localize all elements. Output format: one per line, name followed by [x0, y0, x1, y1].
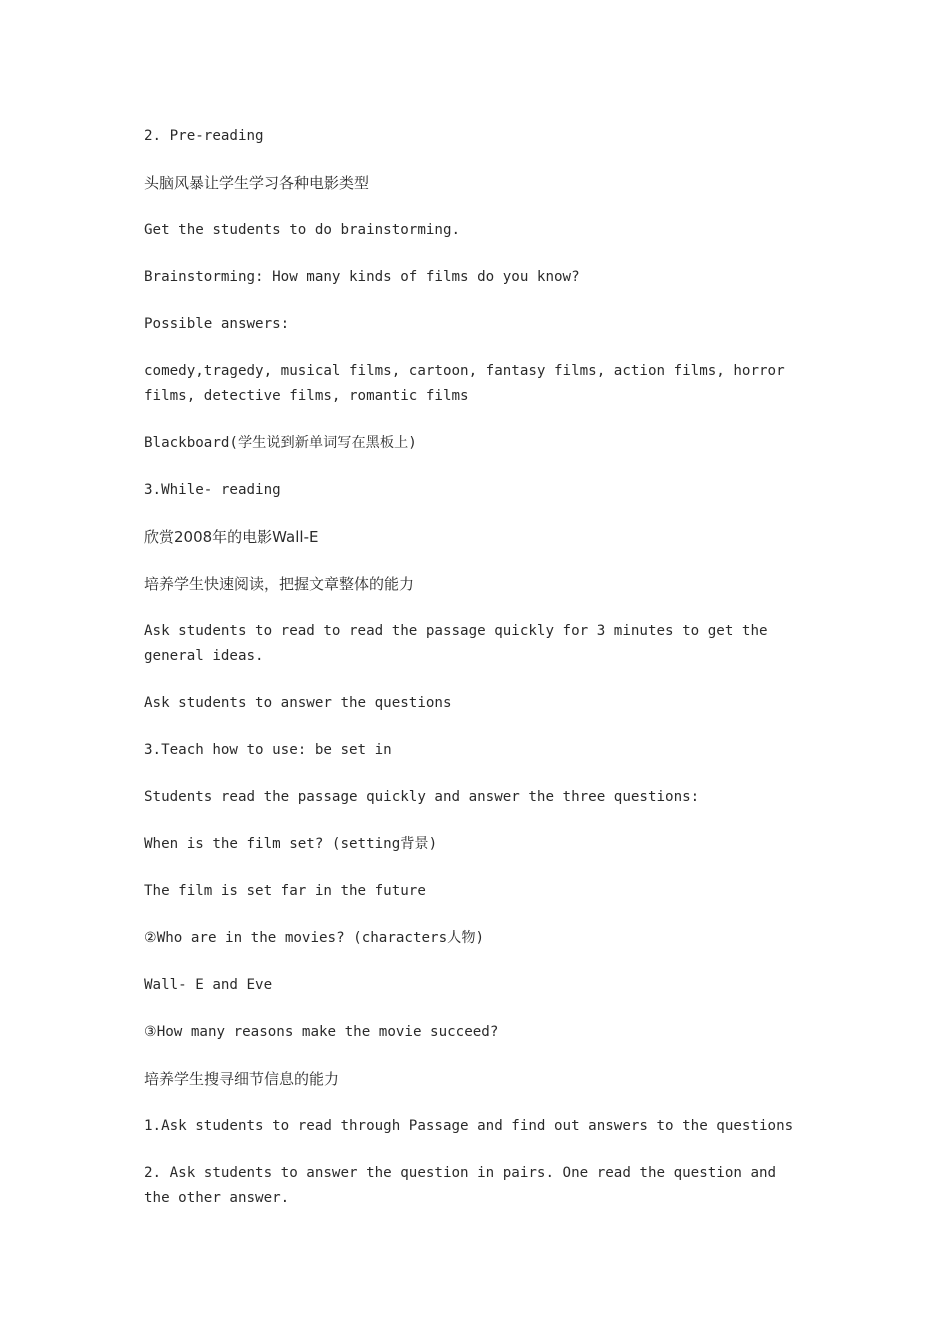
- instruction-skim: Ask students to read to read the passage quickly for 3 minutes to get the general ideas.: [144, 623, 768, 664]
- heading-pre-reading: 2. Pre-reading: [144, 128, 264, 144]
- note-skimming-cn: 培养学生快速阅读，把握文章整体的能力: [144, 575, 415, 593]
- brainstorm-question: Brainstorming: How many kinds of films do you know?: [144, 269, 580, 285]
- blackboard-note: Blackboard(学生说到新单词写在黑板上): [144, 435, 417, 451]
- teach-be-set-in: 3.Teach how to use: be set in: [144, 742, 392, 758]
- instruction-brainstorming: Get the students to do brainstorming.: [144, 222, 461, 238]
- answer-setting: The film is set far in the future: [144, 883, 426, 899]
- question-setting: When is the film set? (setting背景): [144, 836, 438, 852]
- note-detail-cn: 培养学生搜寻细节信息的能力: [144, 1070, 340, 1088]
- question-reasons: ③How many reasons make the movie succeed?: [144, 1024, 499, 1040]
- question-characters: ②Who are in the movies? (characters人物): [144, 930, 485, 946]
- possible-answers-label: Possible answers:: [144, 316, 290, 332]
- instruction-answer: Ask students to answer the questions: [144, 695, 452, 711]
- note-wall-e-cn: 欣赏2008年的电影Wall-E: [144, 528, 319, 546]
- note-brainstorm-cn: 头脑风暴让学生学习各种电影类型: [144, 174, 370, 192]
- answer-characters: Wall- E and Eve: [144, 977, 273, 993]
- instruction-read-through: 1.Ask students to read through Passage and find out answers to the questions: [144, 1118, 794, 1134]
- heading-while-reading: 3.While- reading: [144, 482, 281, 498]
- document-page: [144, 124, 804, 1233]
- film-types-list: comedy,tragedy, musical films, cartoon, fantasy films, action films, horror films, detective films, romantic films: [144, 363, 785, 404]
- instruction-three-questions: Students read the passage quickly and answer the three questions:: [144, 789, 700, 805]
- instruction-pairs: 2. Ask students to answer the question in pairs. One read the question and the other answer.: [144, 1165, 777, 1206]
